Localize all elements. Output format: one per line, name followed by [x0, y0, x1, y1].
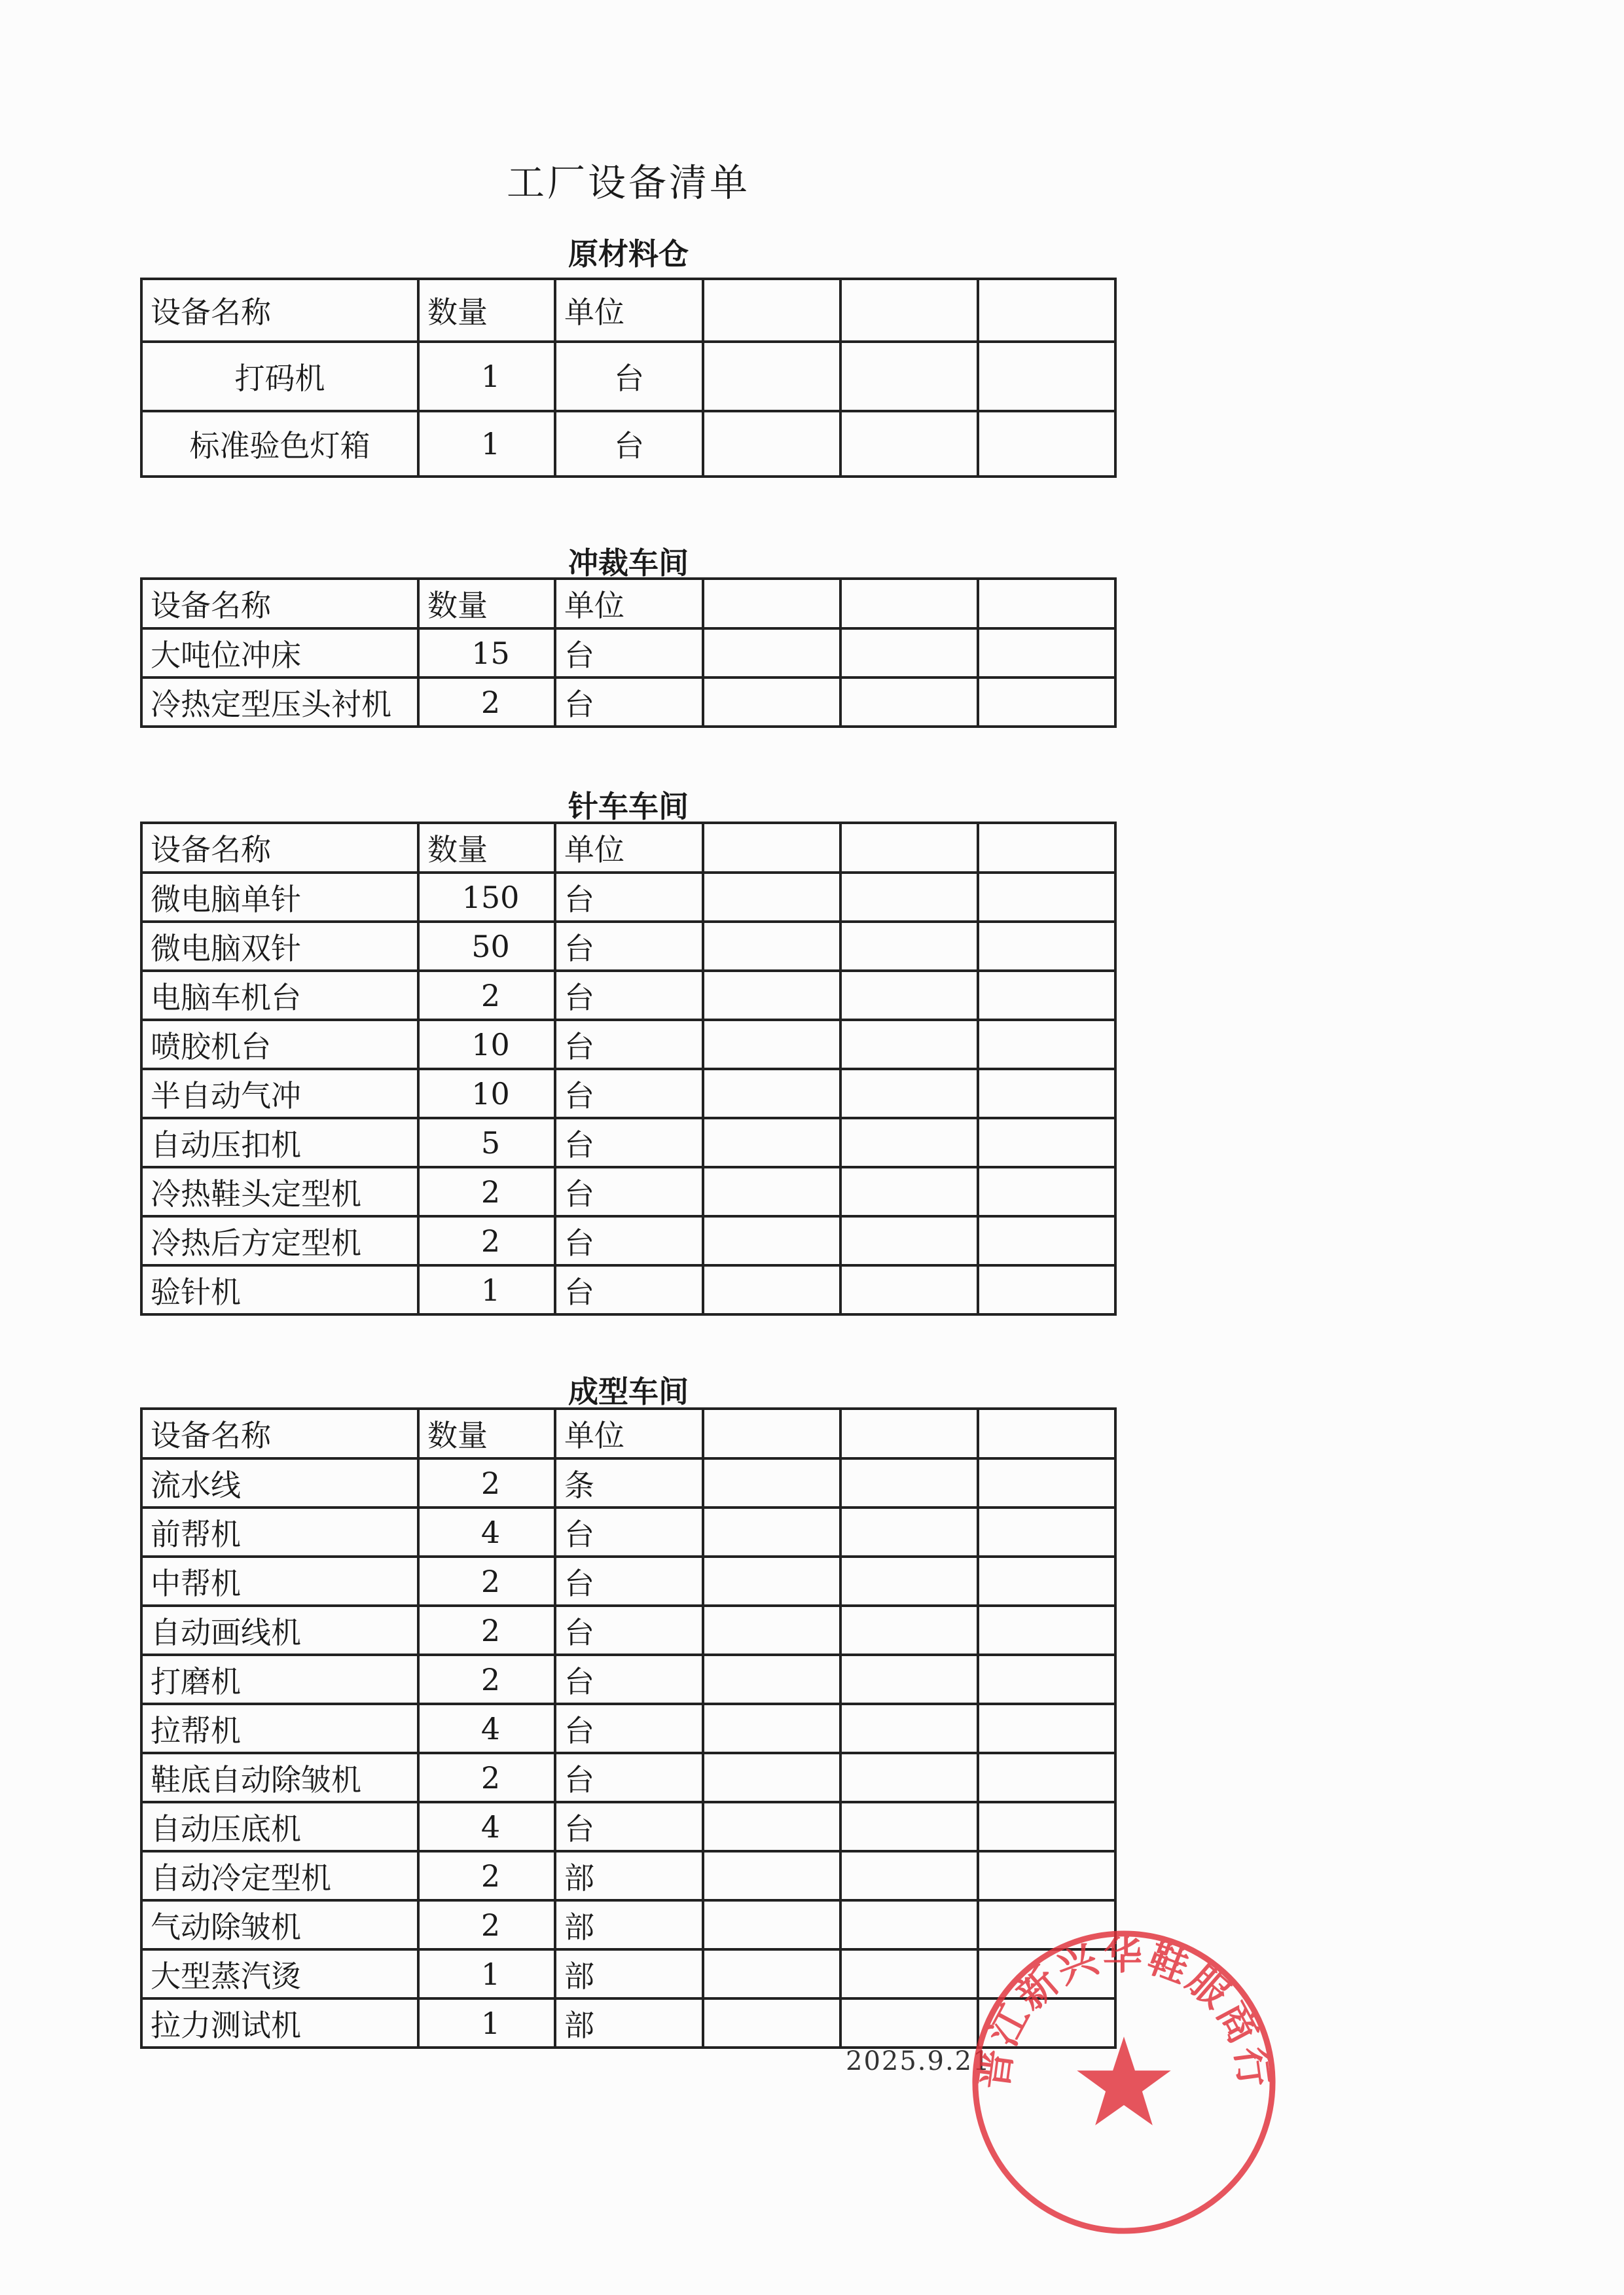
empty-cell [978, 1655, 1115, 1704]
empty-cell [978, 411, 1115, 477]
table-row [141, 342, 1115, 411]
equipment-name: 拉力测试机 [141, 1998, 418, 2048]
empty-header-cell [978, 1409, 1115, 1458]
empty-cell [840, 1216, 978, 1265]
equipment-unit: 台 [555, 1069, 703, 1118]
empty-cell [978, 342, 1115, 411]
equipment-quantity: 50 [418, 922, 555, 971]
table-row [141, 1265, 1115, 1314]
equipment-unit: 部 [555, 1851, 703, 1900]
equipment-quantity: 2 [418, 1753, 555, 1802]
table-row [141, 922, 1115, 971]
empty-cell [703, 1753, 840, 1802]
empty-cell [840, 1949, 978, 1998]
equipment-quantity: 2 [418, 971, 555, 1020]
table-header-row [141, 579, 1115, 628]
empty-cell [840, 1802, 978, 1851]
equipment-unit: 台 [555, 873, 703, 922]
equipment-name: 半自动气冲 [141, 1069, 418, 1118]
table-row [141, 1069, 1115, 1118]
empty-cell [703, 1802, 840, 1851]
empty-cell [703, 342, 840, 411]
empty-cell [840, 628, 978, 678]
empty-cell [840, 1557, 978, 1606]
empty-cell [840, 971, 978, 1020]
equipment-quantity: 1 [418, 1998, 555, 2048]
equipment-unit: 台 [555, 1265, 703, 1314]
section-heading-sewing-workshop: 针车车间 [568, 789, 689, 824]
empty-cell [978, 678, 1115, 727]
equipment-quantity: 1 [418, 1265, 555, 1314]
empty-cell [840, 922, 978, 971]
empty-cell [703, 1606, 840, 1655]
equipment-quantity: 1 [418, 411, 555, 477]
equipment-quantity: 4 [418, 1704, 555, 1753]
equipment-name: 冷热后方定型机 [141, 1216, 418, 1265]
equipment-name: 微电脑单针 [141, 873, 418, 922]
table-row [141, 1655, 1115, 1704]
table-row [141, 1508, 1115, 1557]
empty-cell [840, 1900, 978, 1949]
empty-cell [703, 411, 840, 477]
equipment-quantity: 10 [418, 1069, 555, 1118]
empty-cell [978, 1704, 1115, 1753]
equipment-name: 鞋底自动除皱机 [141, 1753, 418, 1802]
empty-cell [703, 1508, 840, 1557]
equipment-name: 气动除皱机 [141, 1900, 418, 1949]
column-header-quantity: 数量 [418, 823, 555, 873]
equipment-name: 流水线 [141, 1458, 418, 1508]
empty-cell [703, 1020, 840, 1069]
empty-cell [978, 922, 1115, 971]
empty-cell [978, 1606, 1115, 1655]
equipment-quantity: 4 [418, 1508, 555, 1557]
empty-cell [978, 1458, 1115, 1508]
equipment-name: 电脑车机台 [141, 971, 418, 1020]
empty-cell [703, 1998, 840, 2048]
empty-cell [703, 1851, 840, 1900]
table-row [141, 1802, 1115, 1851]
equipment-unit: 台 [555, 678, 703, 727]
empty-header-cell [703, 823, 840, 873]
equipment-name: 打磨机 [141, 1655, 418, 1704]
column-header-quantity: 数量 [418, 279, 555, 342]
equipment-name: 中帮机 [141, 1557, 418, 1606]
empty-cell [840, 342, 978, 411]
equipment-unit: 台 [555, 1508, 703, 1557]
equipment-table-raw-materials [140, 278, 1117, 478]
empty-cell [840, 1118, 978, 1167]
section-heading-cutting-workshop: 冲裁车间 [568, 545, 689, 581]
empty-header-cell [978, 579, 1115, 628]
equipment-name: 验针机 [141, 1265, 418, 1314]
equipment-unit: 台 [555, 628, 703, 678]
table-header-row [141, 279, 1115, 342]
equipment-quantity: 10 [418, 1020, 555, 1069]
empty-cell [978, 1020, 1115, 1069]
empty-header-cell [840, 823, 978, 873]
table-row [141, 411, 1115, 477]
empty-header-cell [703, 579, 840, 628]
equipment-quantity: 150 [418, 873, 555, 922]
empty-cell [978, 1167, 1115, 1216]
table-row [141, 1118, 1115, 1167]
column-header-name: 设备名称 [141, 279, 418, 342]
equipment-name: 自动压底机 [141, 1802, 418, 1851]
table-row [141, 678, 1115, 727]
empty-cell [703, 873, 840, 922]
column-header-name: 设备名称 [141, 579, 418, 628]
empty-cell [703, 1069, 840, 1118]
empty-cell [840, 1753, 978, 1802]
equipment-unit: 台 [555, 1753, 703, 1802]
equipment-unit: 台 [555, 411, 703, 477]
table-row [141, 628, 1115, 678]
table-row [141, 873, 1115, 922]
empty-cell [840, 1458, 978, 1508]
equipment-name: 前帮机 [141, 1508, 418, 1557]
empty-cell [978, 1508, 1115, 1557]
equipment-unit: 台 [555, 1802, 703, 1851]
empty-cell [840, 1069, 978, 1118]
equipment-name: 微电脑双针 [141, 922, 418, 971]
empty-cell [840, 1265, 978, 1314]
equipment-name: 自动画线机 [141, 1606, 418, 1655]
empty-header-cell [978, 279, 1115, 342]
equipment-name: 大型蒸汽烫 [141, 1949, 418, 1998]
empty-cell [703, 1704, 840, 1753]
empty-cell [840, 411, 978, 477]
empty-header-cell [840, 579, 978, 628]
equipment-name: 标准验色灯箱 [141, 411, 418, 477]
empty-cell [978, 1753, 1115, 1802]
empty-cell [978, 1069, 1115, 1118]
equipment-name: 自动压扣机 [141, 1118, 418, 1167]
empty-cell [703, 971, 840, 1020]
equipment-quantity: 2 [418, 1458, 555, 1508]
equipment-name: 喷胶机台 [141, 1020, 418, 1069]
table-row [141, 1851, 1115, 1900]
empty-cell [840, 678, 978, 727]
equipment-quantity: 2 [418, 1606, 555, 1655]
equipment-unit: 台 [555, 971, 703, 1020]
column-header-quantity: 数量 [418, 1409, 555, 1458]
empty-cell [703, 1458, 840, 1508]
document-date: 2025.9.21 [846, 2046, 991, 2076]
empty-cell [703, 1557, 840, 1606]
empty-cell [703, 922, 840, 971]
empty-cell [703, 1655, 840, 1704]
empty-cell [703, 628, 840, 678]
equipment-name: 打码机 [141, 342, 418, 411]
table-row [141, 1753, 1115, 1802]
equipment-unit: 台 [555, 1557, 703, 1606]
table-header-row [141, 1409, 1115, 1458]
equipment-unit: 台 [555, 1020, 703, 1069]
table-row [141, 1216, 1115, 1265]
equipment-name: 拉帮机 [141, 1704, 418, 1753]
equipment-unit: 部 [555, 1998, 703, 2048]
section-heading-forming-workshop: 成型车间 [568, 1374, 689, 1409]
table-row [141, 1606, 1115, 1655]
empty-cell [840, 1020, 978, 1069]
empty-cell [703, 1216, 840, 1265]
equipment-quantity: 2 [418, 1655, 555, 1704]
empty-cell [703, 1949, 840, 1998]
company-seal [967, 1926, 1280, 2239]
empty-cell [978, 1265, 1115, 1314]
equipment-quantity: 15 [418, 628, 555, 678]
equipment-unit: 台 [555, 1704, 703, 1753]
empty-cell [703, 1167, 840, 1216]
empty-cell [978, 1802, 1115, 1851]
equipment-unit: 台 [555, 1118, 703, 1167]
table-header-row [141, 823, 1115, 873]
empty-cell [840, 1167, 978, 1216]
equipment-unit: 台 [555, 922, 703, 971]
svg-text:晋江新兴华鞋服商行: 晋江新兴华鞋服商行 [971, 1934, 1277, 2092]
empty-cell [840, 1851, 978, 1900]
equipment-name: 冷热鞋头定型机 [141, 1167, 418, 1216]
table-row [141, 1557, 1115, 1606]
column-header-unit: 单位 [555, 1409, 703, 1458]
equipment-name: 冷热定型压头衬机 [141, 678, 418, 727]
equipment-quantity: 2 [418, 678, 555, 727]
equipment-unit: 部 [555, 1949, 703, 1998]
equipment-table-sewing-workshop [140, 822, 1117, 1316]
empty-cell [840, 1704, 978, 1753]
document-title: 工厂设备清单 [506, 160, 750, 205]
equipment-unit: 台 [555, 1606, 703, 1655]
empty-cell [978, 1557, 1115, 1606]
column-header-name: 设备名称 [141, 1409, 418, 1458]
empty-cell [840, 1998, 978, 2048]
equipment-name: 自动冷定型机 [141, 1851, 418, 1900]
equipment-table-cutting-workshop [140, 577, 1117, 728]
equipment-quantity: 1 [418, 1949, 555, 1998]
empty-cell [703, 1900, 840, 1949]
empty-cell [978, 1118, 1115, 1167]
section-heading-raw-materials: 原材料仓 [568, 236, 689, 272]
empty-header-cell [840, 1409, 978, 1458]
table-row [141, 1458, 1115, 1508]
equipment-name: 大吨位冲床 [141, 628, 418, 678]
empty-cell [703, 1265, 840, 1314]
empty-cell [978, 1851, 1115, 1900]
empty-cell [840, 1508, 978, 1557]
table-row [141, 1167, 1115, 1216]
empty-cell [840, 873, 978, 922]
empty-cell [703, 678, 840, 727]
equipment-quantity: 2 [418, 1167, 555, 1216]
table-row [141, 1704, 1115, 1753]
empty-cell [978, 971, 1115, 1020]
equipment-quantity: 2 [418, 1216, 555, 1265]
empty-cell [703, 1118, 840, 1167]
empty-cell [840, 1606, 978, 1655]
equipment-quantity: 2 [418, 1557, 555, 1606]
column-header-name: 设备名称 [141, 823, 418, 873]
empty-cell [840, 1655, 978, 1704]
equipment-quantity: 5 [418, 1118, 555, 1167]
empty-header-cell [840, 279, 978, 342]
equipment-quantity: 2 [418, 1851, 555, 1900]
equipment-unit: 部 [555, 1900, 703, 1949]
red-star-icon [1077, 2036, 1170, 2125]
equipment-unit: 条 [555, 1458, 703, 1508]
equipment-unit: 台 [555, 1216, 703, 1265]
column-header-quantity: 数量 [418, 579, 555, 628]
table-row [141, 1020, 1115, 1069]
column-header-unit: 单位 [555, 823, 703, 873]
empty-cell [978, 628, 1115, 678]
column-header-unit: 单位 [555, 579, 703, 628]
empty-header-cell [703, 279, 840, 342]
empty-header-cell [978, 823, 1115, 873]
equipment-quantity: 4 [418, 1802, 555, 1851]
column-header-unit: 单位 [555, 279, 703, 342]
empty-header-cell [703, 1409, 840, 1458]
equipment-quantity: 2 [418, 1900, 555, 1949]
equipment-unit: 台 [555, 342, 703, 411]
empty-cell [978, 873, 1115, 922]
table-row [141, 971, 1115, 1020]
equipment-quantity: 1 [418, 342, 555, 411]
equipment-unit: 台 [555, 1655, 703, 1704]
empty-cell [978, 1216, 1115, 1265]
equipment-unit: 台 [555, 1167, 703, 1216]
